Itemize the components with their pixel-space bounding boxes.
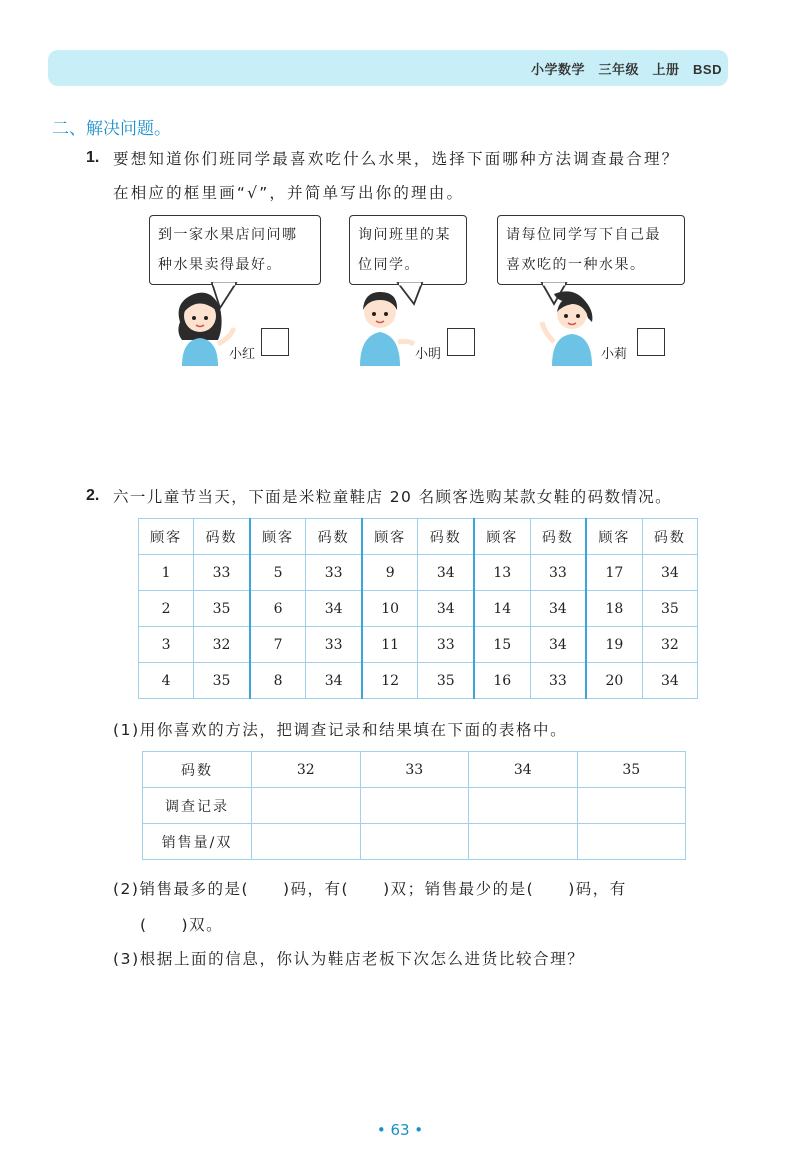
table-cell: 34 <box>418 555 474 591</box>
header-customer: 顾客 <box>250 519 306 555</box>
table-cell: 18 <box>586 591 642 627</box>
kid-name-xiaohong: 小红 <box>229 347 256 362</box>
book-header: 小学数学 三年级 上册 BSD <box>531 62 722 77</box>
table-cell: 20 <box>586 663 642 699</box>
table-cell: 34 <box>642 555 697 591</box>
answer-cell[interactable] <box>360 788 469 824</box>
table-cell: 7 <box>250 627 306 663</box>
section-title: 二、解决问题。 <box>52 119 171 139</box>
table-cell: 33 <box>530 663 586 699</box>
header-size: 码数 <box>530 519 586 555</box>
record-table <box>142 751 686 860</box>
table-row <box>139 555 698 591</box>
table-cell: 35 <box>418 663 474 699</box>
table-header-row <box>139 519 698 555</box>
table-cell: 34 <box>530 627 586 663</box>
bubble-text-line: 询问班里的某 <box>358 227 451 243</box>
table-cell: 35 <box>194 591 250 627</box>
q2-sub2-line2: ( )双。 <box>140 916 224 934</box>
check-box-xiaoming[interactable] <box>447 328 475 356</box>
header-size: 码数 <box>194 519 250 555</box>
table-cell: 1 <box>139 555 194 591</box>
table-cell: 4 <box>139 663 194 699</box>
table-cell: 13 <box>474 555 530 591</box>
table-cell: 34 <box>530 591 586 627</box>
record-row-label: 销售量/双 <box>143 824 252 860</box>
table-cell: 34 <box>418 591 474 627</box>
record-size-33: 33 <box>360 752 469 788</box>
answer-cell[interactable] <box>469 824 578 860</box>
table-cell: 35 <box>194 663 250 699</box>
bubble-text-line: 喜欢吃的一种水果。 <box>506 257 646 273</box>
answer-cell[interactable] <box>252 788 361 824</box>
girl-xiaoli-illustration <box>530 282 610 366</box>
table-row <box>139 663 698 699</box>
table-cell: 8 <box>250 663 306 699</box>
bubble-text-line: 到一家水果店问问哪 <box>158 227 298 243</box>
table-cell: 33 <box>306 555 362 591</box>
header-customer: 顾客 <box>586 519 642 555</box>
q1-text-line1: 要想知道你们班同学最喜欢吃什么水果，选择下面哪种方法调查最合理？ <box>113 150 680 168</box>
table-row <box>143 824 686 860</box>
table-cell: 33 <box>530 555 586 591</box>
record-size-34: 34 <box>469 752 578 788</box>
answer-cell[interactable] <box>577 788 686 824</box>
table-cell: 34 <box>306 591 362 627</box>
table-cell: 15 <box>474 627 530 663</box>
table-cell: 34 <box>306 663 362 699</box>
speech-bubble-xiaoli <box>497 215 685 285</box>
bubble-text-line: 请每位同学写下自己最 <box>506 227 661 243</box>
table-cell: 35 <box>642 591 697 627</box>
answer-cell[interactable] <box>469 788 578 824</box>
answer-cell[interactable] <box>360 824 469 860</box>
table-row <box>143 788 686 824</box>
header-customer: 顾客 <box>362 519 418 555</box>
table-cell: 19 <box>586 627 642 663</box>
q2-sub1: (1)用你喜欢的方法，把调查记录和结果填在下面的表格中。 <box>113 721 568 739</box>
table-cell: 3 <box>139 627 194 663</box>
q2-intro: 六一儿童节当天，下面是米粒童鞋店 20 名顾客选购某款女鞋的码数情况。 <box>113 488 673 506</box>
q1-number: 1. <box>86 149 100 166</box>
header-size: 码数 <box>642 519 697 555</box>
answer-cell[interactable] <box>577 824 686 860</box>
check-box-xiaoli[interactable] <box>637 328 665 356</box>
q2-sub3: (3)根据上面的信息，你认为鞋店老板下次怎么进货比较合理？ <box>113 950 585 968</box>
bubble-text-line: 种水果卖得最好。 <box>158 257 282 273</box>
table-cell: 33 <box>306 627 362 663</box>
header-customer: 顾客 <box>474 519 530 555</box>
header-customer: 顾客 <box>139 519 194 555</box>
kid-name-xiaoming: 小明 <box>415 347 442 362</box>
table-row <box>139 591 698 627</box>
q1-text-line2: 在相应的框里画“√”，并简单写出你的理由。 <box>113 184 465 202</box>
table-cell: 32 <box>194 627 250 663</box>
header-size: 码数 <box>306 519 362 555</box>
kid-name-xiaoli: 小莉 <box>601 347 628 362</box>
table-cell: 32 <box>642 627 697 663</box>
q2-number: 2. <box>86 487 100 504</box>
record-row-label: 调查记录 <box>143 788 252 824</box>
shoe-size-data-table <box>138 518 698 699</box>
table-cell: 17 <box>586 555 642 591</box>
speech-bubble-xiaohong <box>149 215 321 285</box>
answer-cell[interactable] <box>252 824 361 860</box>
bubble-text-line: 位同学。 <box>358 257 420 273</box>
table-cell: 33 <box>194 555 250 591</box>
table-cell: 2 <box>139 591 194 627</box>
header-size: 码数 <box>418 519 474 555</box>
table-cell: 6 <box>250 591 306 627</box>
table-cell: 11 <box>362 627 418 663</box>
table-cell: 16 <box>474 663 530 699</box>
table-cell: 14 <box>474 591 530 627</box>
table-cell: 12 <box>362 663 418 699</box>
table-cell: 9 <box>362 555 418 591</box>
record-size-35: 35 <box>577 752 686 788</box>
page-number: • 63 • <box>376 1121 424 1139</box>
record-header-label: 码数 <box>143 752 252 788</box>
check-box-xiaohong[interactable] <box>261 328 289 356</box>
speech-bubble-xiaoming <box>349 215 467 285</box>
table-cell: 33 <box>418 627 474 663</box>
table-header-row <box>143 752 686 788</box>
table-cell: 34 <box>642 663 697 699</box>
q2-sub2-line1: (2)销售最多的是( )码，有( )双；销售最少的是( )码，有 <box>113 880 627 898</box>
table-cell: 5 <box>250 555 306 591</box>
boy-xiaoming-illustration <box>346 282 426 366</box>
record-size-32: 32 <box>252 752 361 788</box>
table-cell: 10 <box>362 591 418 627</box>
table-row <box>139 627 698 663</box>
